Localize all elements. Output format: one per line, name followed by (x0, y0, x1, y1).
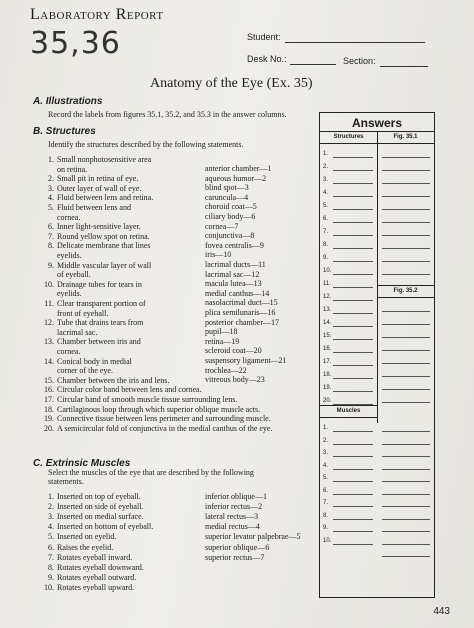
muscle-answer-number: 7. (323, 500, 329, 506)
structure-answer-number: 20. (323, 398, 332, 404)
statement-text: eyelids. (57, 289, 82, 299)
fig-35-2-answer-line[interactable] (382, 389, 430, 390)
structure-answer-line[interactable] (333, 339, 373, 340)
structure-option: vitreous body—23 (205, 375, 265, 385)
statement-text: Inner light-sensitive layer. (57, 222, 141, 232)
section-b-instructions: Identify the structures described by the following statements. (48, 140, 244, 149)
desk-number-line[interactable] (290, 64, 336, 65)
fig-35-1-answer-line[interactable] (382, 235, 430, 236)
muscle-statement (40, 533, 116, 541)
structure-answer-number: 5. (323, 203, 329, 209)
fig-35-1-answer-line[interactable] (382, 261, 430, 262)
muscle-answer-line[interactable] (333, 506, 373, 507)
structure-statement (40, 406, 260, 414)
structure-answer-line[interactable] (333, 313, 373, 314)
muscle-statement (40, 544, 113, 552)
fig-35-2-header-rule (377, 297, 434, 298)
muscle-statement (40, 503, 143, 511)
structure-answer-line[interactable] (333, 209, 373, 210)
structure-answer-line[interactable] (333, 326, 373, 327)
structure-option: lacrimal sac—12 (205, 269, 260, 279)
structure-answer-line[interactable] (333, 404, 373, 405)
structure-statement (40, 425, 272, 433)
statement-text: Clear transparent portion of (57, 299, 146, 308)
structure-option: medial canthus—14 (205, 288, 270, 298)
structure-answer-line[interactable] (333, 183, 373, 184)
statement-text: Rotates eyeball downward. (57, 562, 144, 572)
structure-statement (40, 194, 153, 202)
statement-number: 8. (48, 562, 54, 572)
structure-statement (40, 271, 91, 279)
statement-number: 11. (44, 299, 54, 308)
muscle-answer-line[interactable] (333, 494, 373, 495)
structure-option: plica semilunaris—16 (205, 308, 276, 317)
structure-statement (40, 185, 141, 193)
fig-35-2-answer-line[interactable] (382, 376, 430, 377)
statement-text: Middle vascular layer of wall (57, 260, 152, 270)
handwritten-exercise-number: 35,36 (30, 26, 121, 61)
structure-answer-number: 15. (323, 333, 332, 339)
statement-text: Fluid between lens and retina. (57, 193, 154, 203)
structure-option: fovea centralis—9 (205, 240, 264, 250)
muscle-answer-line[interactable] (333, 456, 373, 457)
fig-35-1-answer-line[interactable] (382, 157, 430, 158)
statement-text: Fluid between lens and (57, 203, 131, 212)
section-c-heading: C. Extrinsic Muscles (33, 458, 131, 469)
right-lower-answer-line[interactable] (382, 431, 430, 432)
fig-35-1-answer-line[interactable] (382, 274, 430, 275)
muscles-header-rule (320, 417, 377, 418)
statement-number: 1. (48, 492, 54, 501)
statement-text: Raises the eyelid. (57, 542, 114, 552)
structure-option: aqueous humor—2 (205, 173, 267, 183)
structure-option: retina—19 (205, 336, 240, 346)
structure-statement (40, 386, 202, 394)
structure-option: choroid coat—5 (205, 202, 257, 212)
statement-text: front of eyeball. (57, 308, 109, 318)
structure-statement (40, 252, 82, 260)
fig-35-1-answer-line[interactable] (382, 222, 430, 223)
structure-statement (40, 348, 80, 356)
structure-answer-number: 1. (323, 151, 329, 157)
muscle-statement (40, 574, 136, 582)
exercise-title: Anatomy of the Eye (Ex. 35) (150, 76, 313, 91)
statement-text: Inserted on medial surface. (57, 512, 144, 522)
structure-answer-line[interactable] (333, 157, 373, 158)
statement-text: Connective tissue between lens perimeter and surrounding muscle. (57, 414, 271, 424)
statement-text: Delicate membrane that lines (57, 241, 151, 251)
structure-statement (40, 367, 113, 375)
structure-answer-line[interactable] (333, 222, 373, 223)
fig-35-2-answer-line[interactable] (382, 311, 430, 312)
fig-35-2-answer-line[interactable] (382, 324, 430, 325)
statement-text: corner of the eye. (57, 366, 113, 376)
structure-statement (40, 396, 237, 404)
structure-answer-line[interactable] (333, 365, 373, 366)
structure-option: scleroid coat—20 (205, 346, 262, 356)
statement-text: Small pit in retina of eye. (57, 174, 139, 184)
statement-text: Chamber between iris and (57, 337, 141, 347)
statement-text: cornea. (57, 347, 81, 356)
structure-statement (40, 204, 131, 212)
statement-number: 8. (48, 241, 54, 251)
statement-number: 6. (48, 542, 54, 552)
answers-column-divider (377, 131, 378, 423)
structure-statement (40, 290, 82, 298)
muscle-statement (40, 493, 141, 501)
report-title: Laboratory Report (30, 6, 164, 23)
structure-answer-line[interactable] (333, 196, 373, 197)
right-lower-answer-line[interactable] (382, 544, 430, 545)
fig-35-1-answer-line[interactable] (382, 248, 430, 249)
statement-number: 9. (48, 260, 54, 270)
muscle-answer-line[interactable] (333, 431, 373, 432)
structure-answer-number: 10. (323, 268, 332, 274)
statement-text: Rotates eyeball upward. (57, 582, 135, 592)
structure-answer-number: 4. (323, 190, 329, 196)
statement-number: 16. (44, 385, 54, 395)
statement-text: Small nonphotosensitive area (57, 155, 152, 164)
structure-option: posterior chamber—17 (205, 317, 279, 327)
statement-text: Inserted on eyelid. (57, 532, 117, 542)
structures-column-header: Structures (333, 134, 364, 140)
muscles-top-rule (320, 405, 377, 406)
structure-statement (40, 214, 80, 222)
statement-text: on retina. (57, 164, 88, 174)
section-c-instructions-line1: Select the muscles of the eye that are described by the following (48, 468, 254, 477)
right-lower-answer-line[interactable] (382, 444, 430, 445)
right-lower-answer-line[interactable] (382, 531, 430, 532)
fig-35-1-answer-line[interactable] (382, 209, 430, 210)
structure-statement (40, 358, 132, 366)
fig-35-1-answer-line[interactable] (382, 183, 430, 184)
muscle-answer-line[interactable] (333, 469, 373, 470)
muscle-statement (40, 584, 134, 592)
structure-answer-number: 7. (323, 229, 329, 235)
fig-35-1-column-header: Fig. 35.1 (393, 134, 418, 140)
structure-statement (40, 329, 97, 337)
section-line[interactable] (380, 66, 428, 67)
statement-text: Rotates eyeball inward. (57, 552, 133, 562)
structure-option: cornea—7 (205, 221, 239, 231)
structure-answer-line[interactable] (333, 261, 373, 262)
muscle-option: superior oblique—6 (205, 542, 270, 552)
structure-statement (40, 300, 146, 308)
statement-number: 14. (44, 356, 54, 366)
muscle-answer-number: 10. (323, 537, 332, 544)
muscle-answer-number: 9. (323, 525, 329, 531)
statement-text: of eyeball. (57, 270, 91, 280)
section-a-instructions: Record the labels from figures 35.1, 35.2, and 35.3 in the answer columns. (48, 110, 287, 119)
statement-text: Rotates eyeball outward. (57, 572, 137, 582)
structure-option: lacrimal ducts—11 (205, 260, 266, 269)
structure-option: blind spot—3 (205, 183, 249, 193)
muscle-statement (40, 513, 144, 521)
structure-answer-number: 12. (323, 294, 332, 300)
statement-text: eyelids. (57, 251, 82, 260)
structure-statement (40, 175, 138, 183)
section-b-heading: B. Structures (33, 126, 96, 137)
statement-text: Outer layer of wall of eye. (57, 183, 142, 193)
structure-option: conjunctiva—8 (205, 231, 255, 241)
muscle-answer-number: 6. (323, 487, 329, 494)
fig-35-2-answer-line[interactable] (382, 402, 430, 403)
structure-option: pupil—18 (205, 327, 238, 337)
statement-number: 3. (48, 183, 54, 193)
right-lower-answer-line[interactable] (382, 556, 430, 557)
structure-answer-number: 17. (323, 359, 332, 365)
statement-number: 4. (48, 522, 54, 532)
statement-text: Circular color band between lens and cornea. (57, 385, 202, 395)
statement-number: 19. (44, 414, 54, 424)
student-label: Student: (247, 32, 281, 42)
structure-statement (40, 166, 87, 174)
muscle-answer-line[interactable] (333, 531, 373, 532)
structure-answer-line[interactable] (333, 391, 373, 392)
muscle-answer-number: 1. (323, 425, 329, 431)
structure-option: trochlea—22 (205, 365, 247, 375)
statement-text: A semicircular fold of conjunctiva in the medial canthus of the eye. (57, 423, 273, 433)
statement-number: 4. (48, 193, 54, 203)
structure-answer-number: 13. (323, 307, 332, 313)
structure-statement (40, 223, 141, 231)
muscle-option: inferior rectus—2 (205, 502, 263, 512)
structure-answer-line[interactable] (333, 274, 373, 275)
structure-statement (40, 156, 151, 164)
statement-text: Conical body in medial (57, 356, 132, 366)
muscle-answer-line[interactable] (333, 444, 373, 445)
statement-text: Inserted on bottom of eyeball. (57, 522, 154, 532)
statement-number: 2. (48, 174, 54, 184)
fig-35-1-answer-line[interactable] (382, 170, 430, 171)
muscle-statement (40, 554, 132, 562)
muscle-statement (40, 523, 153, 531)
structure-statement (40, 310, 108, 318)
answers-box (319, 112, 435, 598)
statement-number: 7. (48, 231, 54, 241)
muscle-answer-line[interactable] (333, 519, 373, 520)
structure-answer-line[interactable] (333, 352, 373, 353)
answers-header-rule (320, 143, 434, 144)
right-lower-answer-line[interactable] (382, 506, 430, 507)
section-a-heading: A. Illustrations (33, 96, 103, 107)
structure-answer-line[interactable] (333, 300, 373, 301)
statement-number: 18. (44, 404, 54, 414)
muscle-answer-number: 4. (323, 462, 329, 469)
section-c-instructions-line2: statements. (48, 477, 84, 486)
structure-option: iris—10 (205, 250, 232, 260)
student-name-line[interactable] (285, 42, 425, 43)
statement-number: 10. (44, 279, 54, 289)
structure-answer-line[interactable] (333, 235, 373, 236)
muscle-option: superior rectus—7 (205, 552, 265, 562)
desk-number-label: Desk No.: (247, 54, 287, 64)
fig-35-2-answer-line[interactable] (382, 337, 430, 338)
muscle-answer-line[interactable] (333, 481, 373, 482)
structure-answer-number: 18. (323, 372, 332, 378)
structure-answer-number: 9. (323, 255, 329, 261)
structure-option: nasolacrimal duct—15 (205, 298, 278, 308)
structure-statement (40, 377, 169, 385)
right-lower-answer-line[interactable] (382, 481, 430, 482)
muscle-answer-line[interactable] (333, 544, 373, 545)
right-lower-answer-line[interactable] (382, 469, 430, 470)
statement-number: 2. (48, 502, 54, 512)
structure-answer-number: 16. (323, 346, 332, 352)
structure-statement (40, 338, 141, 346)
muscle-answer-number: 8. (323, 512, 329, 519)
structure-answer-number: 3. (323, 177, 329, 183)
right-lower-answer-line[interactable] (382, 494, 430, 495)
structure-option: ciliary body—6 (205, 212, 256, 221)
structure-statement (40, 319, 143, 327)
structure-answer-number: 19. (323, 385, 332, 391)
structure-answer-number: 11. (323, 281, 331, 287)
statement-number: 5. (48, 532, 54, 542)
statement-number: 13. (44, 337, 54, 347)
muscle-option: inferior oblique—1 (205, 492, 267, 501)
statement-number: 9. (48, 572, 54, 582)
statement-text: Cartilaginous loop through which superior oblique muscle acts. (57, 404, 261, 414)
structure-option: macula lutea—13 (205, 279, 262, 289)
statement-number: 1. (48, 155, 54, 164)
fig-35-1-answer-line[interactable] (382, 196, 430, 197)
muscle-option: lateral rectus—3 (205, 512, 259, 522)
statement-text: Drainage tubes for tears in (57, 279, 142, 289)
statement-text: Inserted on side of eyeball. (57, 502, 144, 512)
answers-title: Answers (351, 116, 403, 130)
structure-statement (40, 233, 150, 241)
statement-number: 5. (48, 203, 54, 212)
statement-number: 7. (48, 552, 54, 562)
structure-answer-line[interactable] (333, 170, 373, 171)
structure-statement (40, 415, 271, 423)
statement-number: 10. (44, 582, 54, 592)
muscle-option: medial rectus—4 (205, 522, 260, 532)
muscle-answer-number: 2. (323, 437, 329, 444)
statement-text: Chamber between the iris and lens. (57, 375, 170, 385)
structure-answer-line[interactable] (333, 248, 373, 249)
section-label: Section: (343, 56, 376, 66)
structure-answer-number: 14. (323, 320, 332, 326)
muscles-column-header: Muscles (336, 408, 361, 414)
fig-35-2-column-header: Fig. 35.2 (393, 288, 418, 294)
page-number: 443 (433, 606, 450, 617)
structure-statement (40, 281, 142, 289)
structure-answer-number: 8. (323, 242, 329, 248)
muscle-statement (40, 564, 144, 572)
statement-number: 17. (44, 395, 54, 404)
statement-text: Tube that drains tears from (57, 318, 144, 328)
statement-text: lacrimal sac. (57, 327, 98, 337)
muscle-answer-number: 5. (323, 475, 329, 481)
structure-answer-line[interactable] (333, 287, 373, 288)
structure-option: caruncula—4 (205, 192, 249, 202)
right-lower-answer-line[interactable] (382, 519, 430, 520)
statement-text: Inserted on top of eyeball. (57, 492, 141, 501)
statement-number: 20. (44, 423, 54, 433)
fig-35-2-top-rule (377, 285, 434, 286)
statement-number: 3. (48, 512, 54, 522)
structure-answer-number: 6. (323, 216, 329, 222)
structure-option: anterior chamber—1 (205, 164, 272, 173)
statement-number: 12. (44, 318, 54, 328)
structure-statement (40, 262, 151, 270)
statement-number: 15. (44, 375, 54, 385)
statement-number: 6. (48, 222, 54, 232)
muscle-answer-number: 3. (323, 450, 329, 456)
structure-answer-number: 2. (323, 164, 329, 170)
statement-text: cornea. (57, 212, 81, 222)
fig-35-2-answer-line[interactable] (382, 363, 430, 364)
muscle-option: superior levator palpebrae—5 (205, 532, 301, 542)
statement-text: Round yellow spot on retina. (57, 231, 150, 241)
structure-answer-line[interactable] (333, 378, 373, 379)
right-lower-answer-line[interactable] (382, 456, 430, 457)
structure-option: suspensory ligament—21 (205, 356, 287, 365)
structure-statement (40, 242, 151, 250)
fig-35-2-answer-line[interactable] (382, 350, 430, 351)
statement-text: Circular band of smooth muscle tissue surrounding lens. (57, 395, 238, 404)
